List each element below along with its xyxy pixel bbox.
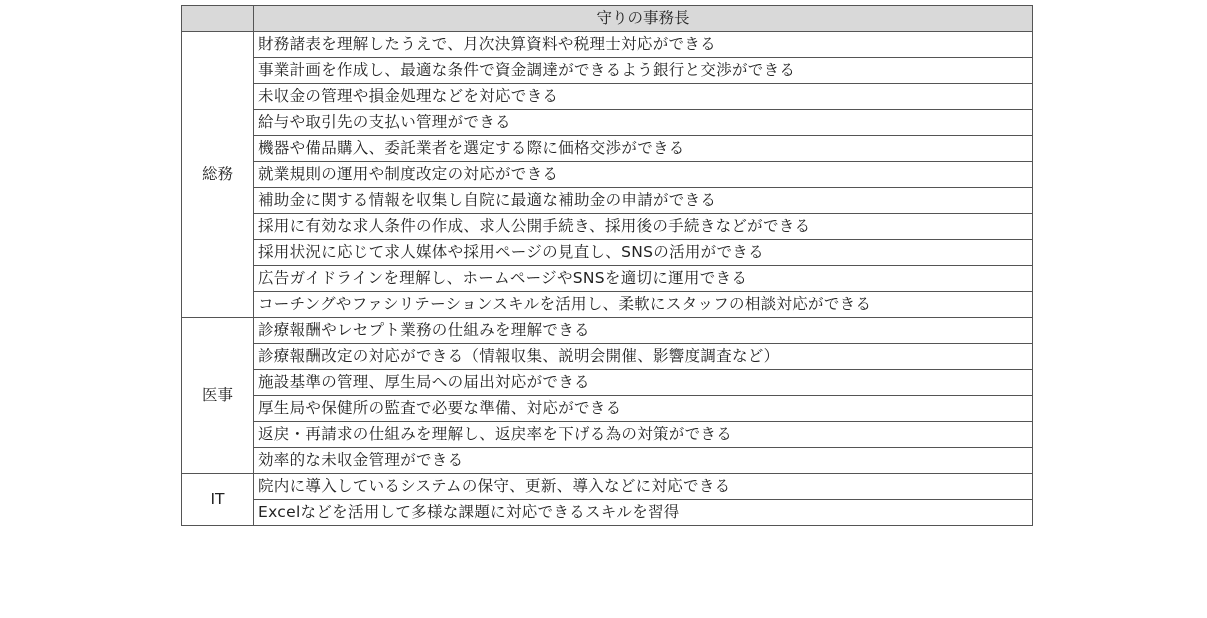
table-row xyxy=(182,110,1033,136)
skill-item-cell: 採用状況に応じて求人媒体や採用ページの見直し、SNSの活用ができる xyxy=(254,240,1033,266)
table-row xyxy=(182,344,1033,370)
skill-item-cell: 効率的な未収金管理ができる xyxy=(254,448,1033,474)
skill-item-cell: 事業計画を作成し、最適な条件で資金調達ができるよう銀行と交渉ができる xyxy=(254,58,1033,84)
skill-item-cell: 施設基準の管理、厚生局への届出対応ができる xyxy=(254,370,1033,396)
table-row xyxy=(182,84,1033,110)
table-header xyxy=(182,6,1033,32)
skill-item-cell: 就業規則の運用や制度改定の対応ができる xyxy=(254,162,1033,188)
table-row xyxy=(182,370,1033,396)
table-body xyxy=(182,32,1033,526)
skill-item-cell: 採用に有効な求人条件の作成、求人公開手続き、採用後の手続きなどができる xyxy=(254,214,1033,240)
skill-item-cell: 未収金の管理や損金処理などを対応できる xyxy=(254,84,1033,110)
header-title-cell: 守りの事務長 xyxy=(254,6,1033,32)
skill-item-cell: 給与や取引先の支払い管理ができる xyxy=(254,110,1033,136)
skill-item-cell: 院内に導入しているシステムの保守、更新、導入などに対応できる xyxy=(254,474,1033,500)
table-row xyxy=(182,318,1033,344)
skill-item-cell: 厚生局や保健所の監査で必要な準備、対応ができる xyxy=(254,396,1033,422)
table-row xyxy=(182,188,1033,214)
skill-item-cell: 広告ガイドラインを理解し、ホームページやSNSを適切に運用できる xyxy=(254,266,1033,292)
table-row xyxy=(182,474,1033,500)
category-cell-general-affairs: 総務 xyxy=(182,32,254,318)
header-row xyxy=(182,6,1033,32)
table-row xyxy=(182,500,1033,526)
skill-item-cell: 返戻・再請求の仕組みを理解し、返戻率を下げる為の対策ができる xyxy=(254,422,1033,448)
skill-item-cell: 診療報酬やレセプト業務の仕組みを理解できる xyxy=(254,318,1033,344)
table-row xyxy=(182,136,1033,162)
table-row xyxy=(182,422,1033,448)
table-row xyxy=(182,240,1033,266)
table-row xyxy=(182,162,1033,188)
table-row xyxy=(182,214,1033,240)
table-row xyxy=(182,448,1033,474)
table-row xyxy=(182,396,1033,422)
table-row xyxy=(182,58,1033,84)
skill-item-cell: Excelなどを活用して多様な課題に対応できるスキルを習得 xyxy=(254,500,1033,526)
skill-item-cell: 財務諸表を理解したうえで、月次決算資料や税理士対応ができる xyxy=(254,32,1033,58)
category-cell-it: IT xyxy=(182,474,254,526)
skill-item-cell: コーチングやファシリテーションスキルを活用し、柔軟にスタッフの相談対応ができる xyxy=(254,292,1033,318)
skill-item-cell: 機器や備品購入、委託業者を選定する際に価格交渉ができる xyxy=(254,136,1033,162)
table-row xyxy=(182,292,1033,318)
table-row xyxy=(182,32,1033,58)
skill-item-cell: 補助金に関する情報を収集し自院に最適な補助金の申請ができる xyxy=(254,188,1033,214)
category-cell-medical-affairs: 医事 xyxy=(182,318,254,474)
skills-table xyxy=(181,5,1033,526)
skill-item-cell: 診療報酬改定の対応ができる（情報収集、説明会開催、影響度調査など） xyxy=(254,344,1033,370)
header-corner-cell xyxy=(182,6,254,32)
table-row xyxy=(182,266,1033,292)
